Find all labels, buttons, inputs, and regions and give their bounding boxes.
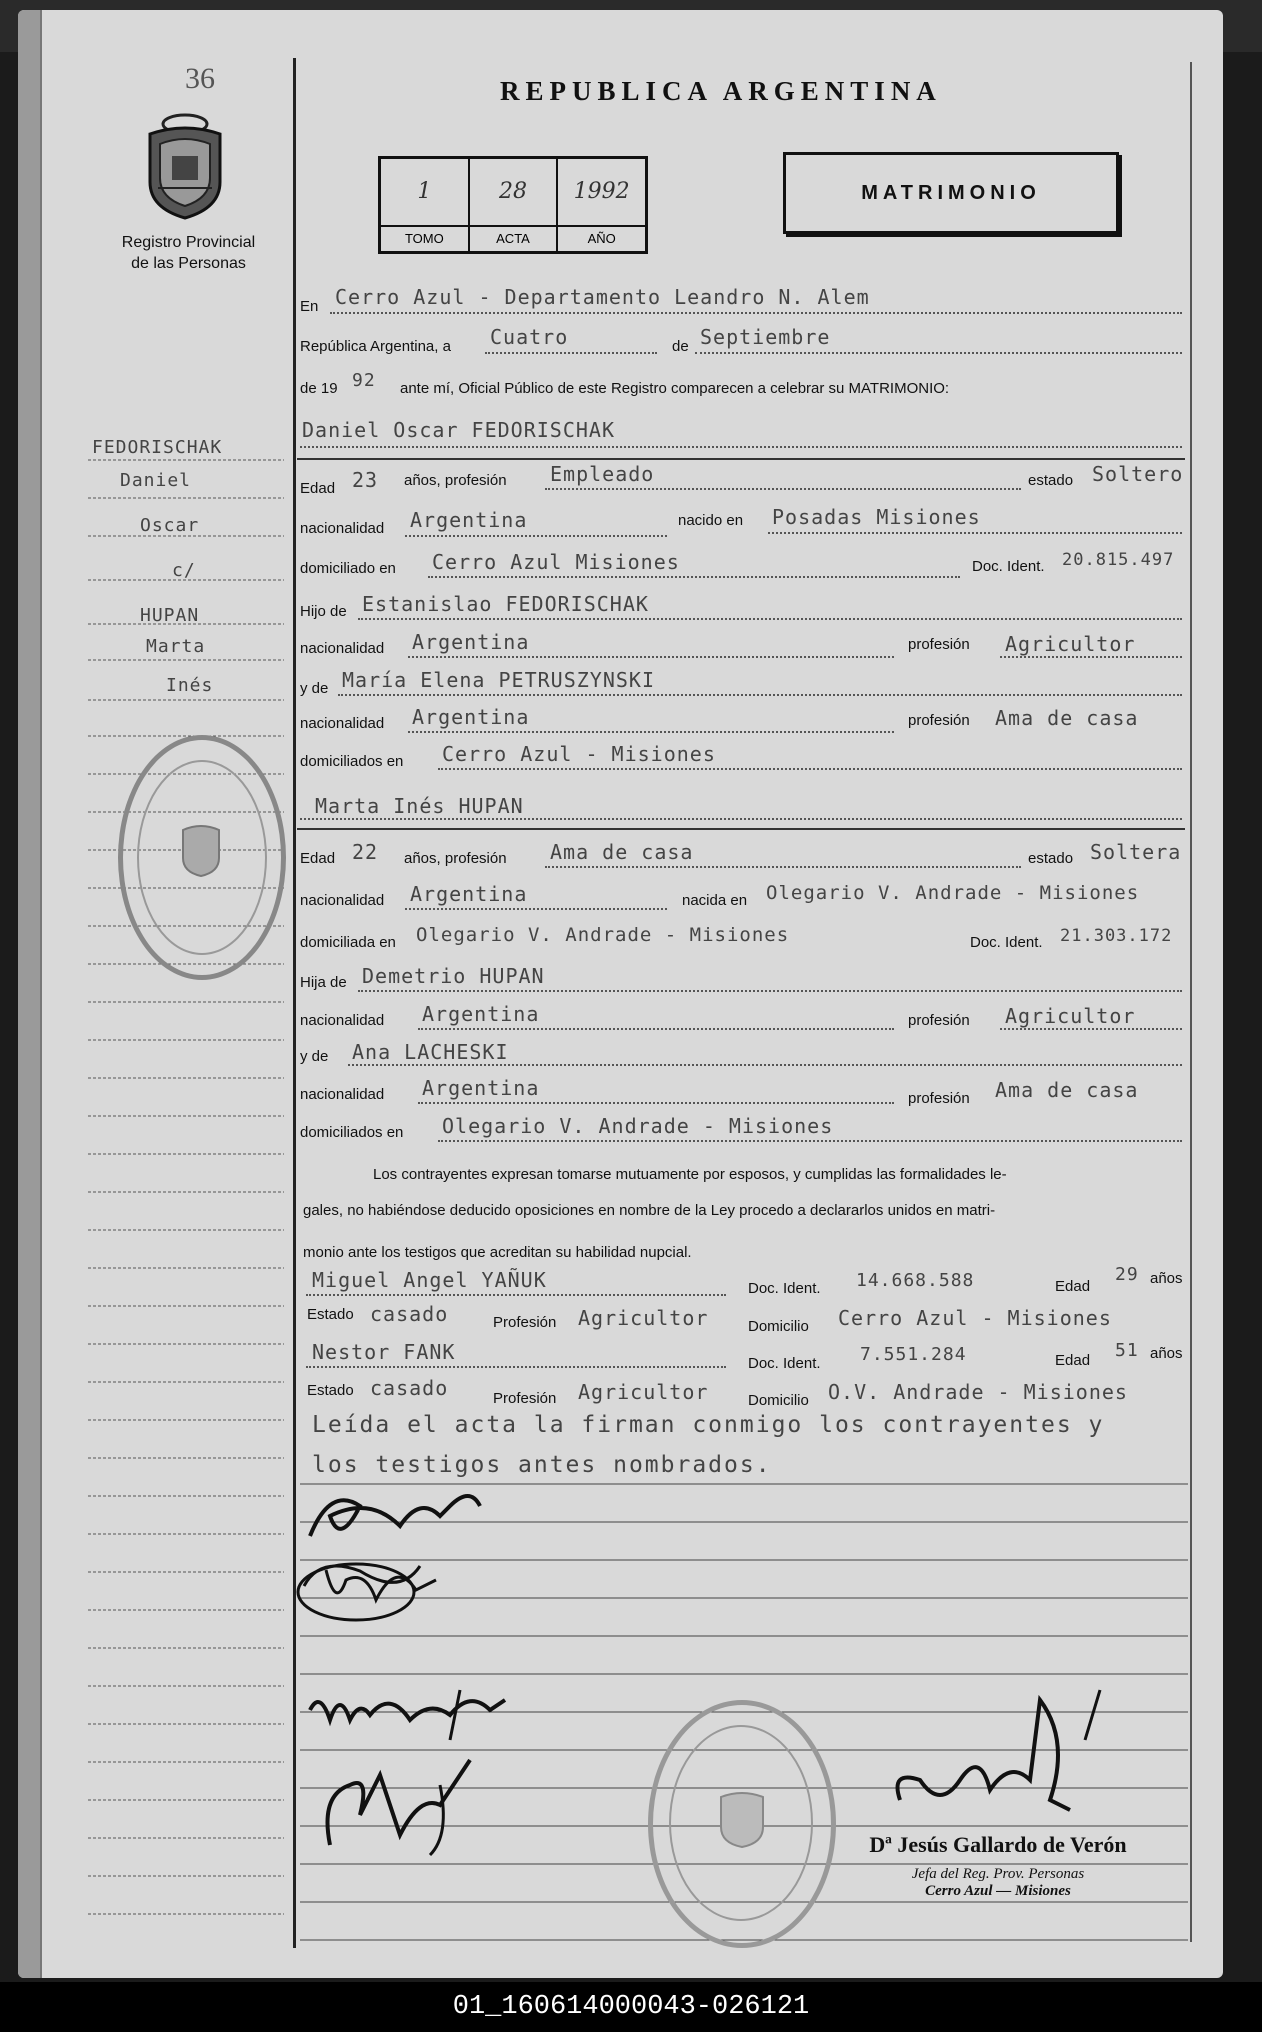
witness2-domicilio: O.V. Andrade - Misiones (828, 1380, 1128, 1404)
witness2-estado-label: Estado (307, 1382, 354, 1399)
groom-padre-prof-dotline (1000, 656, 1182, 658)
day-dotline (485, 352, 657, 354)
closing-line1: Leída el acta la firman conmigo los contrayentes y (312, 1412, 1105, 1438)
place-value: Cerro Azul - Departamento Leandro N. Alem (335, 285, 870, 309)
closing-line2: los testigos antes nombrados. (312, 1452, 772, 1478)
day-value: Cuatro (490, 325, 569, 349)
bride-madre: Ana LACHESKI (352, 1040, 509, 1064)
witness1-signature (300, 1680, 520, 1750)
groom-profesion-dotline (545, 488, 1021, 490)
witness1-prof-label: Profesión (493, 1314, 557, 1331)
margin-bride-second: Inés (166, 675, 214, 696)
groom-doc-label: Doc. Ident. (972, 558, 1045, 575)
tomo-cell (381, 159, 470, 251)
groom-padre-prof: Agricultor (1005, 632, 1136, 656)
year-prefix: de 19 (300, 380, 338, 397)
bride-name-dotline (300, 818, 1182, 820)
acta-value: 28 (499, 179, 527, 204)
witness2-profesion: Agricultor (578, 1380, 709, 1404)
officer-name: Dª Jesús Gallardo de Verón (869, 1832, 1127, 1857)
groom-estado: Soltero (1092, 462, 1184, 486)
groom-name-dotline (300, 446, 1182, 448)
witness1-estado: casado (370, 1302, 449, 1326)
groom-padres-dom-label: domiciliados en (300, 753, 404, 770)
witness1-name-dotline (306, 1294, 726, 1296)
margin-bride-first: Marta (146, 636, 206, 657)
witness2-name-dotline (306, 1366, 726, 1368)
anio-cell (558, 159, 645, 251)
bride-padre-nac-dotline (418, 1028, 894, 1030)
witness2-name: Nestor FANK (312, 1340, 456, 1364)
witness2-edad: 51 (1115, 1340, 1139, 1361)
bride-profesion: Ama de casa (550, 840, 694, 864)
bride-profesion-dotline (545, 866, 1021, 868)
groom-dom-label: domiciliado en (300, 560, 396, 577)
groom-madre-nac-label: nacionalidad (300, 715, 385, 732)
groom-madre-dotline (338, 694, 1182, 696)
bride-padre: Demetrio HUPAN (362, 964, 545, 988)
bride-madre-nac-label: nacionalidad (300, 1086, 385, 1103)
groom-section-rule (297, 458, 1185, 460)
bride-signature (296, 1550, 456, 1630)
officer-title: Jefa del Reg. Prov. Personas (911, 1866, 1085, 1882)
bride-name: Marta Inés HUPAN (315, 794, 524, 818)
groom-edad: 23 (352, 468, 379, 492)
bride-madre-nac-dotline (418, 1102, 894, 1104)
groom-padre-nac: Argentina (412, 630, 530, 654)
groom-nacido-label: nacido en (678, 512, 744, 529)
margin-groom-second: Oscar (140, 515, 200, 536)
de-label: de (672, 338, 689, 355)
margin-surname-bride: HUPAN (140, 605, 200, 626)
document-id-footer: 01_160614000043-026121 (0, 1982, 1262, 2032)
witness2-prof-label: Profesión (493, 1390, 557, 1407)
groom-nacido-dotline (768, 532, 1182, 534)
witness2-anos-label: años (1150, 1345, 1183, 1362)
bride-padre-prof-label: profesión (908, 1012, 970, 1029)
witness1-doc: 14.668.588 (856, 1270, 975, 1291)
bride-madre-nac: Argentina (422, 1076, 540, 1100)
declaration-line3: monio ante los testigos que acreditan su habilidad nupcial. (303, 1244, 692, 1261)
bride-nacida-label: nacida en (682, 892, 748, 909)
witness2-estado: casado (370, 1376, 449, 1400)
groom-estado-label: estado (1028, 472, 1074, 489)
column-divider (293, 58, 296, 1948)
witness2-edad-label: Edad (1055, 1352, 1091, 1369)
witness1-dom-label: Domicilio (748, 1318, 809, 1335)
groom-nac-dotline (405, 535, 667, 537)
officer-signature (880, 1680, 1120, 1840)
margin-conjunction: c/ (172, 560, 196, 581)
groom-madre: María Elena PETRUSZYNSKI (342, 668, 655, 692)
page-number: 36 (185, 62, 215, 95)
groom-padre-prof-label: profesión (908, 636, 970, 653)
groom-name: Daniel Oscar FEDORISCHAK (302, 418, 615, 442)
witness1-name: Miguel Angel YAÑUK (312, 1268, 547, 1292)
bride-nac-label: nacionalidad (300, 892, 385, 909)
right-border (1190, 62, 1192, 1942)
margin-surname-groom: FEDORISCHAK (92, 437, 223, 458)
bride-dom-label: domiciliada en (300, 934, 396, 951)
registry-seal-right (648, 1700, 836, 1948)
groom-yde-label: y de (300, 680, 329, 697)
groom-padres-dom-dotline (438, 768, 1182, 770)
declaration-line1: Los contrayentes expresan tomarse mutuamente por esposos, y cumplidas las formalidades le- (373, 1166, 1007, 1183)
anio-value: 1992 (573, 179, 630, 204)
anio-label: AÑO (558, 225, 645, 251)
witness2-doc: 7.551.284 (860, 1344, 967, 1365)
groom-nac-label: nacionalidad (300, 520, 385, 537)
bride-estado: Soltera (1090, 840, 1182, 864)
bride-madre-prof-label: profesión (908, 1090, 970, 1107)
groom-padre-dotline (358, 618, 1182, 620)
tomo-value: 1 (417, 179, 432, 204)
bride-doc-label: Doc. Ident. (970, 934, 1043, 951)
bride-nacida-en: Olegario V. Andrade - Misiones (766, 882, 1140, 904)
bride-nac-dotline (405, 908, 667, 910)
groom-profesion: Empleado (550, 462, 655, 486)
bride-madre-dotline (348, 1064, 1182, 1066)
groom-madre-prof-label: profesión (908, 712, 970, 729)
witness2-dom-label: Domicilio (748, 1392, 809, 1409)
groom-padres-dom: Cerro Azul - Misiones (442, 742, 716, 766)
groom-madre-prof: Ama de casa (995, 706, 1139, 730)
seal-right-crest-icon (715, 1789, 769, 1849)
bride-edad: 22 (352, 840, 379, 864)
groom-nacionalidad: Argentina (410, 508, 528, 532)
registry-label-line2: de las Personas (131, 255, 246, 272)
republica-label: República Argentina, a (300, 338, 451, 355)
bride-padre-dotline (358, 990, 1182, 992)
groom-dom-dotline (428, 576, 960, 578)
bride-padres-dom: Olegario V. Andrade - Misiones (442, 1114, 834, 1138)
officer-office: Cerro Azul — Misiones (925, 1883, 1071, 1899)
bride-madre-prof: Ama de casa (995, 1078, 1139, 1102)
witness2-signature (320, 1755, 490, 1865)
bride-padres-dom-dotline (438, 1140, 1182, 1142)
bride-yde-label: y de (300, 1048, 329, 1065)
bride-padre-nac: Argentina (422, 1002, 540, 1026)
bride-padre-nac-label: nacionalidad (300, 1012, 385, 1029)
groom-madre-nac-dotline (408, 731, 894, 733)
witness1-domicilio: Cerro Azul - Misiones (838, 1306, 1112, 1330)
bride-padre-prof: Agricultor (1005, 1004, 1136, 1028)
registry-label-line1: Registro Provincial (121, 234, 256, 251)
bride-padres-dom-label: domiciliados en (300, 1124, 404, 1141)
witness1-edad-label: Edad (1055, 1278, 1091, 1295)
country-title: REPUBLICA ARGENTINA (500, 76, 942, 106)
groom-padre-nac-label: nacionalidad (300, 640, 385, 657)
witness1-doc-label: Doc. Ident. (748, 1280, 821, 1297)
witness2-doc-label: Doc. Ident. (748, 1355, 821, 1372)
year-suffix: 92 (352, 370, 376, 391)
month-value: Septiembre (700, 325, 831, 349)
bride-anos-label: años, profesión (404, 850, 507, 867)
witness1-profesion: Agricultor (578, 1306, 709, 1330)
appearance-statement: ante mí, Oficial Público de este Registro comparecen a celebrar su MATRIMONIO: (400, 380, 950, 397)
bride-doc: 21.303.172 (1060, 926, 1173, 946)
page-binding (18, 10, 42, 1978)
officer-stamp (848, 1832, 1148, 1900)
groom-madre-nac: Argentina (412, 705, 530, 729)
groom-edad-label: Edad (300, 480, 336, 497)
groom-nacido-en: Posadas Misiones (772, 505, 981, 529)
act-type-box: MATRIMONIO (783, 152, 1119, 234)
witness1-anos-label: años (1150, 1270, 1183, 1287)
witness1-estado-label: Estado (307, 1306, 354, 1323)
acta-cell (470, 159, 559, 251)
place-dotline (330, 312, 1182, 314)
margin-ruled-lines (88, 0, 288, 1960)
groom-padre-nac-dotline (408, 656, 894, 658)
seal-crest-icon (177, 822, 225, 878)
bride-section-rule (297, 828, 1185, 830)
groom-domicilio: Cerro Azul Misiones (432, 550, 680, 574)
witness1-edad: 29 (1115, 1264, 1139, 1285)
declaration-line2: gales, no habiéndose deducido oposiciones en nombre de la Ley procedo a declararlos unidos en matri- (303, 1202, 996, 1219)
bride-estado-label: estado (1028, 850, 1074, 867)
groom-anos-label: años, profesión (404, 472, 507, 489)
bride-padre-prof-dotline (1000, 1028, 1182, 1030)
tomo-label: TOMO (381, 225, 468, 251)
bride-nacionalidad: Argentina (410, 882, 528, 906)
margin-groom-first: Daniel (120, 470, 192, 491)
month-dotline (695, 352, 1182, 354)
bride-edad-label: Edad (300, 850, 336, 867)
groom-hijo-label: Hijo de (300, 603, 347, 620)
reference-table (378, 156, 648, 254)
groom-padre: Estanislao FEDORISCHAK (362, 592, 649, 616)
acta-label: ACTA (470, 225, 557, 251)
bride-domicilio: Olegario V. Andrade - Misiones (416, 924, 790, 946)
groom-doc: 20.815.497 (1062, 550, 1175, 570)
registry-seal-left (118, 735, 286, 980)
bride-hija-label: Hija de (300, 974, 347, 991)
en-label: En (300, 298, 319, 315)
